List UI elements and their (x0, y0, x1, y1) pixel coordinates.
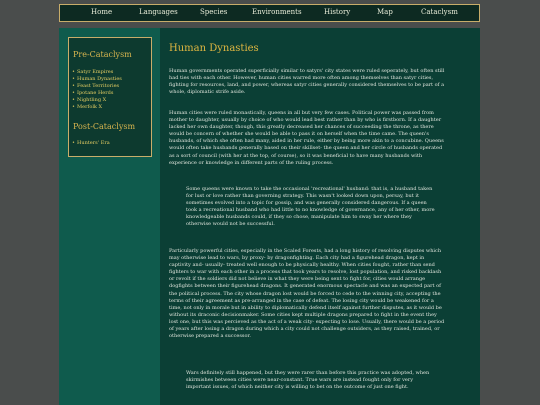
sidebar-heading-pre-cataclysm: Pre-Cataclysm (73, 50, 132, 59)
article-blockquote: Wars definitely still happened, but they were rarer than before this practice was adopted, when skirmishes between cities were near-constant. True wars are instead fought only for very important issues, of which neither city is willing to bet on the outcome of just one fight. (186, 370, 430, 391)
article-paragraph: Human cities were ruled monastically, queens in all but very few cases. Political power was passed from mother to daughter, usually by choice of who would lead best rather than by who is firstborn. If a daughter lacked her own daughter, though, this greatly decreased her chances of succeeding the throne, as there would be concern of whether she would be able to pass it on herself when the time came. The queen's husbands, of which she often had many, aided in her rule, either by being more akin to a concubine. Queens would often take husbands generally based on their skillset- the queen and her circle of husbands operated as a sort of council (with her at the top, of course), so it was beneficial to have many husbands with experience or knowledge in different parts of the ruling process. (169, 110, 444, 166)
sidebar (68, 37, 152, 157)
sidebar-heading-post-cataclysm: Post-Cataclysm (73, 122, 136, 131)
top-nav (59, 4, 480, 22)
sidebar-item-merfolk-x[interactable]: • Merfolk X (77, 104, 102, 110)
nav-species-link[interactable]: Species (200, 8, 228, 16)
sidebar-item-nightling-x[interactable]: • Nightling X (77, 97, 106, 103)
sidebar-item-ipotane-herds[interactable]: • Ipotane Herds (77, 90, 113, 96)
nav-cataclysm-link[interactable]: Cataclysm (421, 8, 458, 16)
article-blockquote: Some queens were known to take the occasional 'recreational' husband: that is, a husband taken for lust or love rather than governing strategy. This wasn't looked down upon, persay, but it sometimes evolved into a topic for gossip, and was generally considered dangerous. If a queen took a recreational husband who had little to no knowledge of governance, any of her other, more knowledgeable husbands could, if they so chose, manipulate him to sway her where they otherwise would not be successful. (186, 186, 435, 228)
article (160, 28, 480, 405)
nav-home-link[interactable]: Home (91, 8, 113, 16)
nav-languages-link[interactable]: Languages (139, 8, 178, 16)
nav-history-link[interactable]: History (324, 8, 351, 16)
sidebar-item-human-dynasties[interactable]: • Human Dynasties (77, 76, 122, 82)
sidebar-item-satyr-empires[interactable]: • Satyr Empires (77, 69, 113, 75)
nav-environments-link[interactable]: Environments (252, 8, 302, 16)
sidebar-item-hunters-era[interactable]: • Hunters' Era (77, 140, 110, 146)
article-paragraph: Particularly powerful cities, especially in the Scaled Forests, had a long history of resolving disputes which may otherwise lead to wars, by proxy- by dragonfighting. Each city had a figurehead dragon, kept in captivity and- usually- treated well enough to be physically healthy. When cities fought, rather than send fighters to war with each other in a process that took years to resolve, lost population, and risked backlash or revolt if the soldiers did not believe in what they were being sent to fight for, cities would arrange dogfights between their figurehead dragons. It generated enormous spectacle and was an expected part of the political process. The city whose dragon lost would be forced to cede to the winning city, accepting the terms of their agreement as pre-arranged in the case of defeat. The losing city would be weakened for a time, not only in morale but in ability to diplomatically defend itself against further disputes, as it would be without its draconic decisionmaker. Some cities kept multiple dragons prepared to fight in the event they lost one, but this was percieved as the act of a weak city- expecting to lose. Usually, there would be a period of years after losing a dragon during which a city could not challenge outsiders, as they raised, trained, or otherwise prepared a successor. (169, 248, 445, 340)
sidebar-item-feast-territories[interactable]: • Feast Territories (77, 83, 119, 89)
article-paragraph: Human governments operated superficially similar to satyrs' city states were ruled seperately, but often still had ties with each other. However, human cities warred more often among themselves than satyr cities, fighting for resources, land, and power, whereas satyr cities generally considered themselves to be part of a whole, diplomatic strife aside. (169, 68, 445, 96)
page-title: Human Dynasties (169, 43, 259, 54)
nav-map-link[interactable]: Map (377, 8, 393, 16)
